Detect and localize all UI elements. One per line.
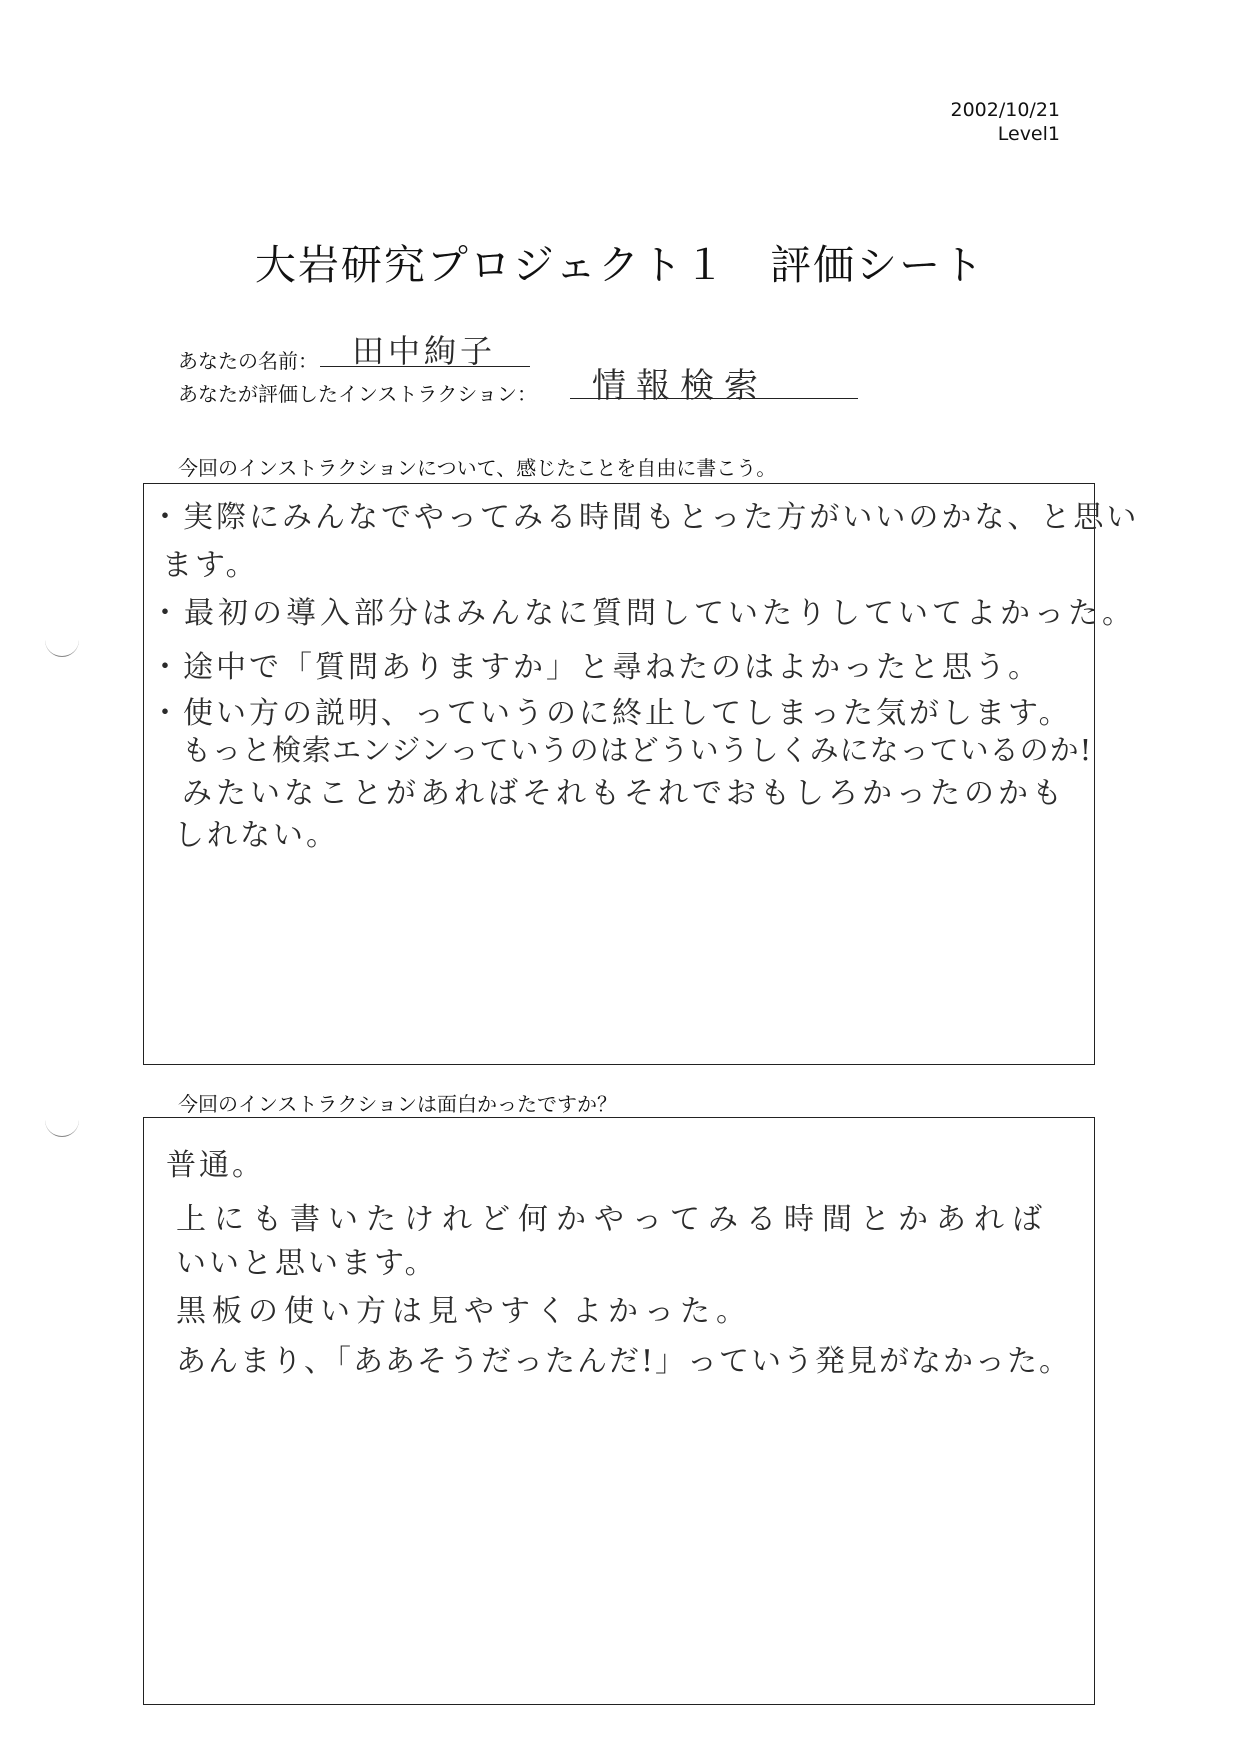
section2-line: 黒板の使い方は見やすくよかった。 xyxy=(176,1294,752,1329)
section2-line: 普通。 xyxy=(166,1148,265,1183)
date-text: 2002/10/21 xyxy=(950,99,1060,121)
section2-line: 上にも書いたけれど何かやってみる時間とかあれば xyxy=(176,1202,1050,1237)
section1-prompt: 今回のインストラクションについて、感じたことを自由に書こう。 xyxy=(178,456,777,480)
name-label: あなたの名前： xyxy=(178,349,318,373)
section1-line: みたいなことがあればそれもそれでおもしろかったのかも xyxy=(182,776,1066,811)
instruction-label: あなたが評価したインストラクション： xyxy=(178,382,537,406)
punch-hole-mark xyxy=(45,1118,79,1137)
instruction-value: 情報検索 xyxy=(592,366,768,406)
punch-hole-mark xyxy=(45,638,79,657)
section1-line: もっと検索エンジンっていうのはどういうしくみになっているのか! xyxy=(182,733,1093,767)
section2-answer-box xyxy=(143,1117,1095,1705)
section2-line: あんまり、「ああそうだったんだ!」っていう発見がなかった。 xyxy=(176,1344,1072,1379)
section1-line: ・使い方の説明、っていうのに終止してしまった気がします。 xyxy=(150,696,1072,731)
section2-prompt: 今回のインストラクションは面白かったですか？ xyxy=(178,1092,617,1116)
page-title: 大岩研究プロジェクト１ 評価シート xyxy=(254,241,986,289)
name-value: 田中絢子 xyxy=(352,332,497,370)
level-text: Level1 xyxy=(997,123,1060,145)
section1-line: ・最初の導入部分はみんなに質問していたりしていてよかった。 xyxy=(150,596,1136,631)
section2-line: いいと思います。 xyxy=(176,1246,438,1281)
section1-line: ・実際にみんなでやってみる時間もとった方がいいのかな、と思い xyxy=(150,500,1140,535)
section1-line: しれない。 xyxy=(174,818,339,853)
section1-line: ます。 xyxy=(162,548,259,583)
section1-line: ・途中で「質問ありますか」と尋ねたのはよかったと思う。 xyxy=(150,650,1041,685)
section1-answer-box xyxy=(143,483,1140,1065)
